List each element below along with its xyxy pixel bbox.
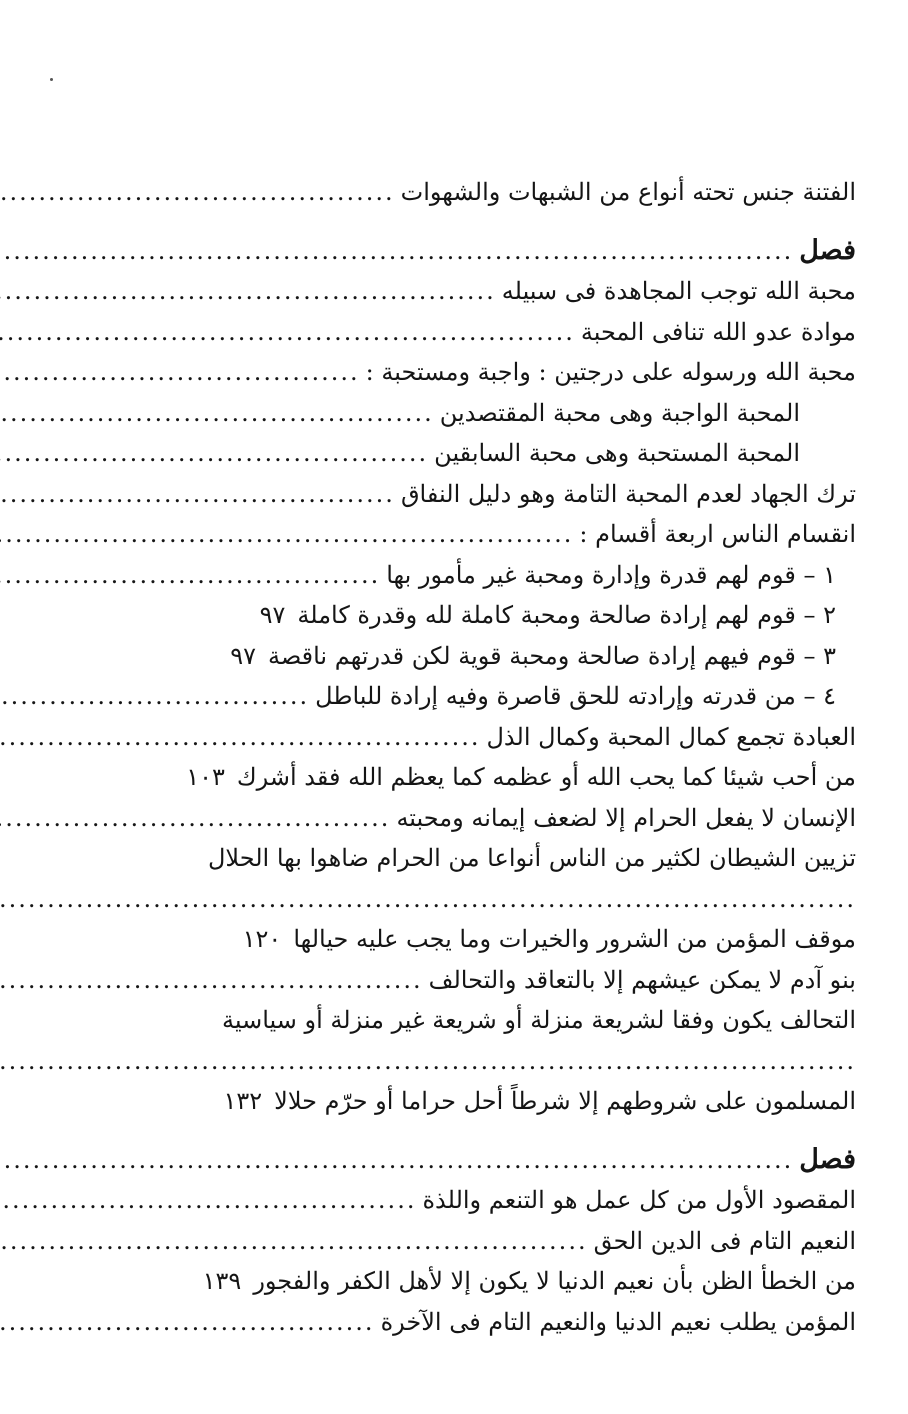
toc-page-number: ١٠٣: [186, 763, 225, 791]
toc-entry: [223, 1081, 856, 1122]
dot-leader: [0, 1180, 416, 1220]
dot-leader: [0, 1041, 856, 1082]
dot-leader: [0, 393, 434, 433]
toc-entry: [222, 1000, 856, 1041]
toc-page-number: ١٣٩: [202, 1267, 242, 1295]
dot-leader: [0, 1302, 375, 1342]
toc-entry-title: الإنسان لا يفعل الحرام إلا لضعف إيمانه ومحبته: [396, 803, 856, 832]
toc-page-number: ١٢٠: [242, 925, 282, 953]
dot-leader: [0, 172, 395, 212]
toc-entry: [268, 555, 856, 596]
toc-entry: [202, 1261, 856, 1302]
dot-leader: [0, 555, 380, 595]
toc-entry-title: تزيين الشيطان لكثير من الناس أنواعا من الحرام ضاهوا بها الحلال: [207, 844, 856, 872]
toc-entry-title: من أحب شيئا كما يحب الله أو عظمه كما يعظم الله فقد أشرك: [236, 763, 856, 791]
section-gap: [268, 1122, 856, 1140]
toc-entry: [259, 595, 856, 636]
toc-entry-title: بنو آدم لا يمكن عيشهم إلا بالتعاقد والتحالف: [428, 965, 856, 994]
toc-entry: [268, 393, 856, 434]
toc-page-number: ٩٧: [259, 601, 286, 629]
toc-entry-title: ١ – قوم لهم قدرة وإدارة ومحبة غير مأمور بها: [386, 560, 836, 589]
toc-entry-title: محبة الله ورسوله على درجتين : واجبة ومستحبة :: [365, 358, 856, 386]
dot-leader: [0, 1140, 793, 1180]
toc-entry: [268, 352, 856, 393]
toc-entry-title: ٤ – من قدرته وإرادته للحق قاصرة وفيه إرادة للباطل: [315, 682, 836, 710]
toc-entry: [268, 271, 856, 312]
dot-leader: [0, 271, 496, 311]
section-heading: [268, 1140, 856, 1181]
toc-entry-title: العبادة تجمع كمال المحبة وكمال الذل: [486, 722, 856, 751]
toc-entry-title: ٣ – قوم فيهم إرادة صالحة ومحبة قوية لكن قدرتهم ناقصة: [267, 641, 836, 670]
dot-leader: [0, 352, 360, 392]
toc-page-number: ٩٧: [230, 641, 256, 670]
toc-entry: [242, 919, 856, 960]
toc-entry-title: محبة الله توجب المجاهدة فى سبيله: [501, 277, 856, 305]
toc-page-number: ١٣٢: [223, 1087, 263, 1115]
toc-entry-title: ترك الجهاد لعدم المحبة التامة وهو دليل النفاق: [400, 479, 856, 508]
toc-entry: [207, 838, 856, 879]
toc-entry-title: النعيم التام فى الدين الحق: [593, 1226, 856, 1255]
toc-entry: [268, 474, 856, 515]
toc-entry-title: المسلمون على شروطهم إلا شرطاً أحل حراما أو حرّم حلالا: [274, 1087, 856, 1115]
toc-entry: [268, 312, 856, 353]
toc-entry-title: المؤمن يطلب نعيم الدنيا والنعيم التام فى الآخرة: [380, 1307, 856, 1336]
dot-leader: [0, 960, 423, 1000]
toc-entry: [230, 636, 856, 677]
toc-entry-title: التحالف يكون وفقا لشريعة منزلة أو شريعة غير منزلة أو سياسية: [222, 1006, 856, 1034]
dot-leader: [0, 717, 480, 757]
toc-entry-title: المحبة المستحبة وهى محبة السابقين: [434, 439, 800, 467]
toc-entry: [186, 757, 856, 798]
section-heading: [268, 231, 856, 272]
toc-entry-continuation: [268, 1041, 856, 1082]
toc-entry-title: فصل: [799, 1143, 856, 1175]
toc-entry: [268, 798, 856, 839]
dot-leader: [0, 798, 390, 838]
toc-entry-title: المحبة الواجبة وهى محبة المقتصدين: [439, 398, 800, 427]
toc-entry: [268, 717, 856, 758]
toc-entry-title: المقصود الأول من كل عمل هو التنعم واللذة: [422, 1186, 856, 1214]
dot-leader: [0, 474, 395, 514]
toc-entry-title: ٢ – قوم لهم إرادة صالحة ومحبة كاملة لله وقدرة كاملة: [297, 601, 836, 629]
section-gap: [268, 213, 856, 231]
dot-leader: [0, 433, 428, 473]
toc-entry: [268, 1221, 856, 1262]
toc-entry-title: الفتنة جنس تحته أنواع من الشبهات والشهوات: [400, 178, 856, 206]
toc-entry: [268, 676, 856, 717]
toc-entry-title: انقسام الناس اربعة أقسام :: [579, 520, 856, 548]
toc-entry: [268, 1302, 856, 1343]
stray-mark: [50, 78, 53, 81]
dot-leader: [0, 312, 575, 352]
toc-entry-title: موادة عدو الله تنافى المحبة: [580, 317, 856, 346]
toc-entry: [268, 514, 856, 555]
toc-entry-continuation: [268, 879, 856, 920]
dot-leader: [0, 879, 856, 920]
toc-entry: [268, 1180, 856, 1221]
toc-entry: [268, 172, 856, 213]
toc-entry-title: من الخطأ الظن بأن نعيم الدنيا لا يكون إلا لأهل الكفر والفجور: [253, 1267, 856, 1295]
dot-leader: [0, 231, 793, 271]
dot-leader: [0, 1221, 588, 1261]
toc-entry: [268, 960, 856, 1001]
dot-leader: [0, 514, 573, 554]
table-of-contents: [186, 172, 856, 1342]
toc-entry: [268, 433, 856, 474]
toc-entry-title: موقف المؤمن من الشرور والخيرات وما يجب عليه حيالها: [293, 925, 856, 953]
dot-leader: [0, 676, 309, 716]
toc-entry-title: فصل: [799, 234, 856, 266]
